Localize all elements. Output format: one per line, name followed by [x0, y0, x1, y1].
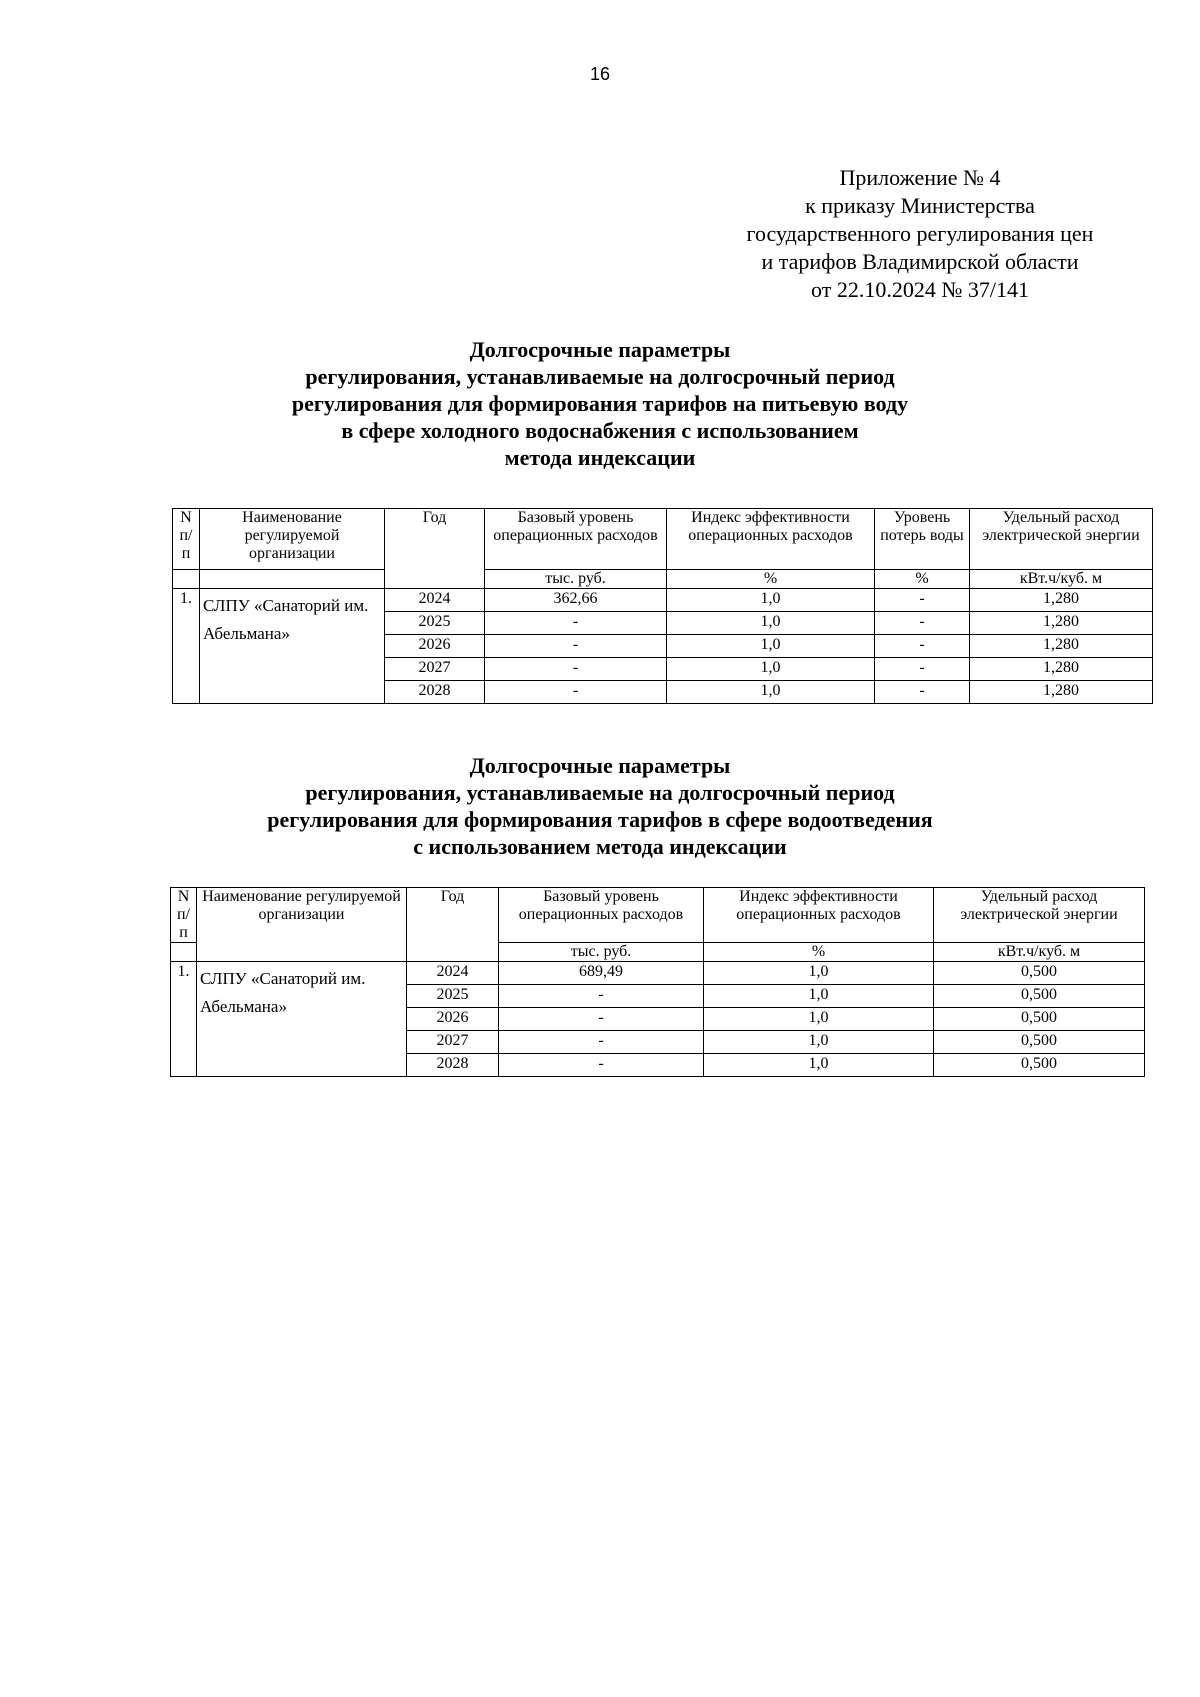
cell-year: 2027: [407, 1031, 499, 1054]
cell-index: 1,0: [704, 1054, 934, 1077]
unit-index: %: [704, 943, 934, 962]
header-year: Год: [407, 888, 499, 962]
header-year: Год: [385, 509, 485, 589]
row-number: 1.: [173, 589, 200, 704]
header-org: Наименование регулируемой организации: [200, 509, 385, 570]
cell-base: -: [499, 1031, 704, 1054]
appendix-line: от 22.10.2024 № 37/141: [811, 277, 1029, 302]
water-supply-parameters-table: [172, 508, 1153, 704]
title-line: регулирования для формирования тарифов в сфере водоотведения: [267, 807, 933, 832]
cell-index: 1,0: [667, 658, 875, 681]
cell-energy: 1,280: [970, 635, 1153, 658]
unit-base: тыс. руб.: [485, 570, 667, 589]
header-index: Индекс эффективности операционных расходов: [704, 888, 934, 943]
cell-energy: 1,280: [970, 612, 1153, 635]
cell-year: 2025: [385, 612, 485, 635]
cell-energy: 1,280: [970, 681, 1153, 704]
appendix-line: государственного регулирования цен: [746, 221, 1094, 246]
unit-energy: кВт.ч/куб. м: [970, 570, 1153, 589]
header-energy: Удельный расход электрической энергии: [970, 509, 1153, 570]
cell-energy: 0,500: [934, 1008, 1145, 1031]
cell-year: 2026: [407, 1008, 499, 1031]
header-num: N п/п: [171, 888, 197, 943]
cell-base: -: [485, 681, 667, 704]
title-line: метода индексации: [504, 445, 696, 470]
units-row: [173, 570, 1153, 589]
header-num: N п/п: [173, 509, 200, 570]
appendix-line: и тарифов Владимирской области: [761, 249, 1079, 274]
cell-year: 2028: [385, 681, 485, 704]
cell-base: -: [499, 1008, 704, 1031]
title-line: в сфере холодного водоснабжения с использованием: [341, 418, 859, 443]
cell-index: 1,0: [667, 635, 875, 658]
appendix-reference: [700, 164, 1140, 304]
title-line: регулирования, устанавливаемые на долгосрочный период: [305, 780, 895, 805]
cell-year: 2025: [407, 985, 499, 1008]
units-empty: [173, 570, 200, 589]
water-supply-table-title: [200, 336, 1000, 471]
table-header-row: [171, 888, 1145, 943]
cell-index: 1,0: [704, 1031, 934, 1054]
title-line: регулирования, устанавливаемые на долгосрочный период: [305, 364, 895, 389]
cell-year: 2024: [385, 589, 485, 612]
units-empty: [171, 943, 197, 962]
row-number: 1.: [171, 962, 197, 1077]
units-empty: [200, 570, 385, 589]
unit-loss: %: [875, 570, 970, 589]
organization-name: [200, 589, 385, 704]
organization-name: [197, 962, 407, 1077]
organization-text: СЛПУ «Санаторий им. Абельмана»: [200, 969, 366, 1016]
cell-energy: 0,500: [934, 985, 1145, 1008]
title-line: Долгосрочные параметры: [469, 753, 731, 778]
cell-base: -: [485, 658, 667, 681]
cell-loss: -: [875, 658, 970, 681]
cell-index: 1,0: [667, 612, 875, 635]
cell-base: -: [499, 985, 704, 1008]
table-header-row: [173, 509, 1153, 570]
cell-loss: -: [875, 681, 970, 704]
wastewater-table-title: [200, 752, 1000, 860]
header-org: Наименование регулируемой организации: [197, 888, 407, 962]
cell-year: 2027: [385, 658, 485, 681]
appendix-line: к приказу Министерства: [805, 193, 1035, 218]
organization-text: СЛПУ «Санаторий им. Абельмана»: [203, 596, 369, 643]
cell-loss: -: [875, 635, 970, 658]
cell-base: 689,49: [499, 962, 704, 985]
cell-base: 362,66: [485, 589, 667, 612]
cell-base: -: [485, 635, 667, 658]
table-row: [171, 962, 1145, 985]
cell-year: 2024: [407, 962, 499, 985]
header-energy: Удельный расход электрической энергии: [934, 888, 1145, 943]
title-line: с использованием метода индексации: [413, 834, 787, 859]
cell-loss: -: [875, 612, 970, 635]
cell-energy: 1,280: [970, 658, 1153, 681]
cell-loss: -: [875, 589, 970, 612]
cell-index: 1,0: [704, 1008, 934, 1031]
appendix-line: Приложение № 4: [839, 165, 1001, 190]
cell-index: 1,0: [667, 589, 875, 612]
cell-index: 1,0: [704, 962, 934, 985]
cell-energy: 0,500: [934, 962, 1145, 985]
table-row: [173, 589, 1153, 612]
cell-year: 2026: [385, 635, 485, 658]
cell-index: 1,0: [704, 985, 934, 1008]
unit-energy: кВт.ч/куб. м: [934, 943, 1145, 962]
unit-base: тыс. руб.: [499, 943, 704, 962]
title-line: Долгосрочные параметры: [469, 337, 731, 362]
cell-energy: 1,280: [970, 589, 1153, 612]
header-base: Базовый уровень операционных расходов: [485, 509, 667, 570]
unit-index: %: [667, 570, 875, 589]
header-base: Базовый уровень операционных расходов: [499, 888, 704, 943]
header-loss: Уровень потерь воды: [875, 509, 970, 570]
header-index: Индекс эффективности операционных расходов: [667, 509, 875, 570]
cell-index: 1,0: [667, 681, 875, 704]
cell-energy: 0,500: [934, 1031, 1145, 1054]
wastewater-parameters-table: [170, 887, 1145, 1077]
cell-year: 2028: [407, 1054, 499, 1077]
cell-base: -: [485, 612, 667, 635]
cell-energy: 0,500: [934, 1054, 1145, 1077]
cell-base: -: [499, 1054, 704, 1077]
title-line: регулирования для формирования тарифов на питьевую воду: [291, 391, 909, 416]
page-number: 16: [589, 64, 611, 84]
